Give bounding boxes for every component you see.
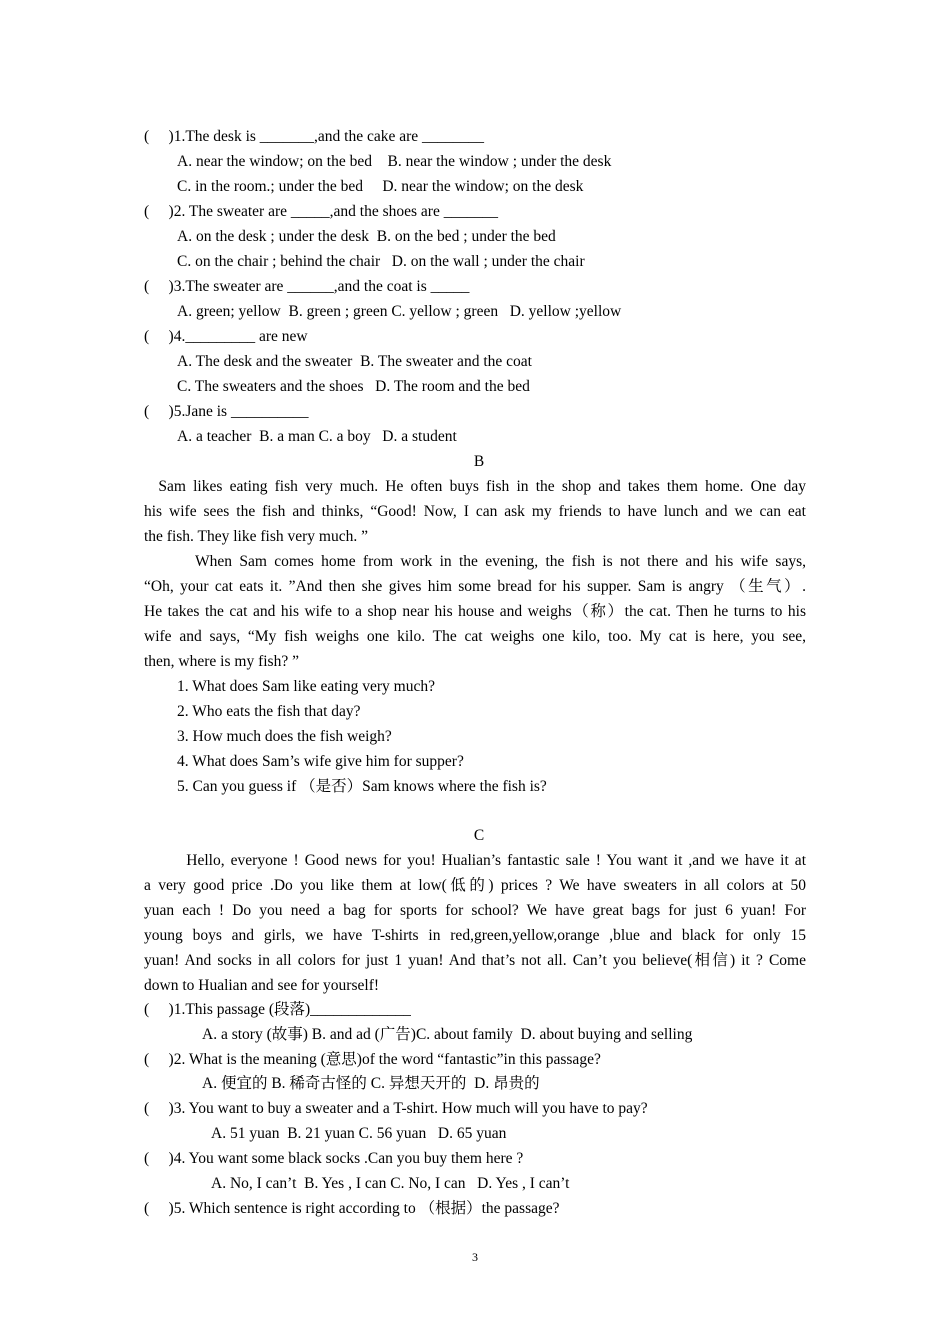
section-b-paragraph-line: When Sam comes home from work in the evening, the fish is not there and his wife says, [144,553,806,570]
question-a1-stem: ( )1.The desk is _______,and the cake are ________ [144,128,485,145]
section-b-paragraph-line: He takes the cat and his wife to a shop near his house and weighs（称）the cat. Then he turns to his [144,603,806,620]
question-c2-stem: ( )2. What is the meaning (意思)of the word “fantastic”in this passage? [144,1051,601,1068]
question-a2-options: A. on the desk ; under the desk B. on the bed ; under the bed [177,228,556,245]
question-a1-options: A. near the window; on the bed B. near the window ; under the desk [177,153,612,170]
question-a2-stem: ( )2. The sweater are _____,and the shoes are _______ [144,203,498,220]
section-c-paragraph-line: yuan each ! Do you need a bag for sports for school? We have great bags for just 6 yuan! For [144,902,806,919]
section-c-paragraph-line: down to Hualian and see for yourself! [144,977,380,994]
question-c5-stem: ( )5. Which sentence is right according to （根据）the passage? [144,1200,560,1217]
section-c-heading: C [473,827,485,844]
question-a2-options: C. on the chair ; behind the chair D. on the wall ; under the chair [177,253,585,270]
question-c4-options: A. No, I can’t B. Yes , I can C. No, I can D. Yes , I can’t [211,1175,570,1192]
question-a4-options: C. The sweaters and the shoes D. The room and the bed [177,378,530,395]
section-c-paragraph-line: young boys and girls, we have T-shirts in red,green,yellow,orange ,blue and black for only 15 [144,927,806,944]
section-c-paragraph-line: Hello, everyone ! Good news for you! Hualian’s fantastic sale ! You want it ,and we have it at [144,852,806,869]
section-b-paragraph-line: then, where is my fish? ” [144,653,299,670]
question-c3-options: A. 51 yuan B. 21 yuan C. 56 yuan D. 65 yuan [211,1125,507,1142]
question-a3-stem: ( )3.The sweater are ______,and the coat is _____ [144,278,470,295]
question-c3-stem: ( )3. You want to buy a sweater and a T-shirt. How much will you have to pay? [144,1100,648,1117]
section-b-paragraph-line: his wife sees the fish and thinks, “Good! Now, I can ask my friends to have lunch and we can eat [144,503,806,520]
section-b-paragraph-line: “Oh, your cat eats it. ”And then she gives him some bread for his supper. Sam is angry （生气）. [144,578,806,595]
section-c-paragraph-line: a very good price .Do you like them at low(低的) prices ? We have sweaters in all colors at 50 [144,877,806,894]
section-b-question: 1. What does Sam like eating very much? [177,678,435,695]
section-b-paragraph-line: wife and says, “My fish weighs one kilo. The cat weighs one kilo, too. My cat is here, you see, [144,628,806,645]
question-a4-options: A. The desk and the sweater B. The sweater and the coat [177,353,532,370]
section-b-paragraph-line: the fish. They like fish very much. ” [144,528,368,545]
question-a5-stem: ( )5.Jane is __________ [144,403,309,420]
section-b-question: 2. Who eats the fish that day? [177,703,361,720]
question-a1-options: C. in the room.; under the bed D. near the window; on the desk [177,178,584,195]
question-a4-stem: ( )4._________ are new [144,328,308,345]
question-a3-options: A. green; yellow B. green ; green C. yellow ; green D. yellow ;yellow [177,303,622,320]
question-c4-stem: ( )4. You want some black socks .Can you buy them here ? [144,1150,524,1167]
question-c1-stem: ( )1.This passage (段落)_____________ [144,1001,411,1018]
question-a5-options: A. a teacher B. a man C. a boy D. a student [177,428,457,445]
section-b-question: 4. What does Sam’s wife give him for supper? [177,753,464,770]
section-b-heading: B [473,453,485,470]
page-number: 3 [472,1250,478,1264]
question-c2-options: A. 便宜的 B. 稀奇古怪的 C. 异想天开的 D. 昂贵的 [202,1075,540,1092]
section-b-paragraph-line: Sam likes eating fish very much. He often buys fish in the shop and takes them home. One day [144,478,806,495]
section-b-question: 3. How much does the fish weigh? [177,728,392,745]
question-c1-options: A. a story (故事) B. and ad (广告)C. about family D. about buying and selling [202,1026,693,1043]
section-b-question: 5. Can you guess if （是否）Sam knows where the fish is? [177,778,547,795]
section-c-paragraph-line: yuan! And socks in all colors for just 1 yuan! And that’s not all. Can’t you believe(相信) it ? Come [144,952,806,969]
